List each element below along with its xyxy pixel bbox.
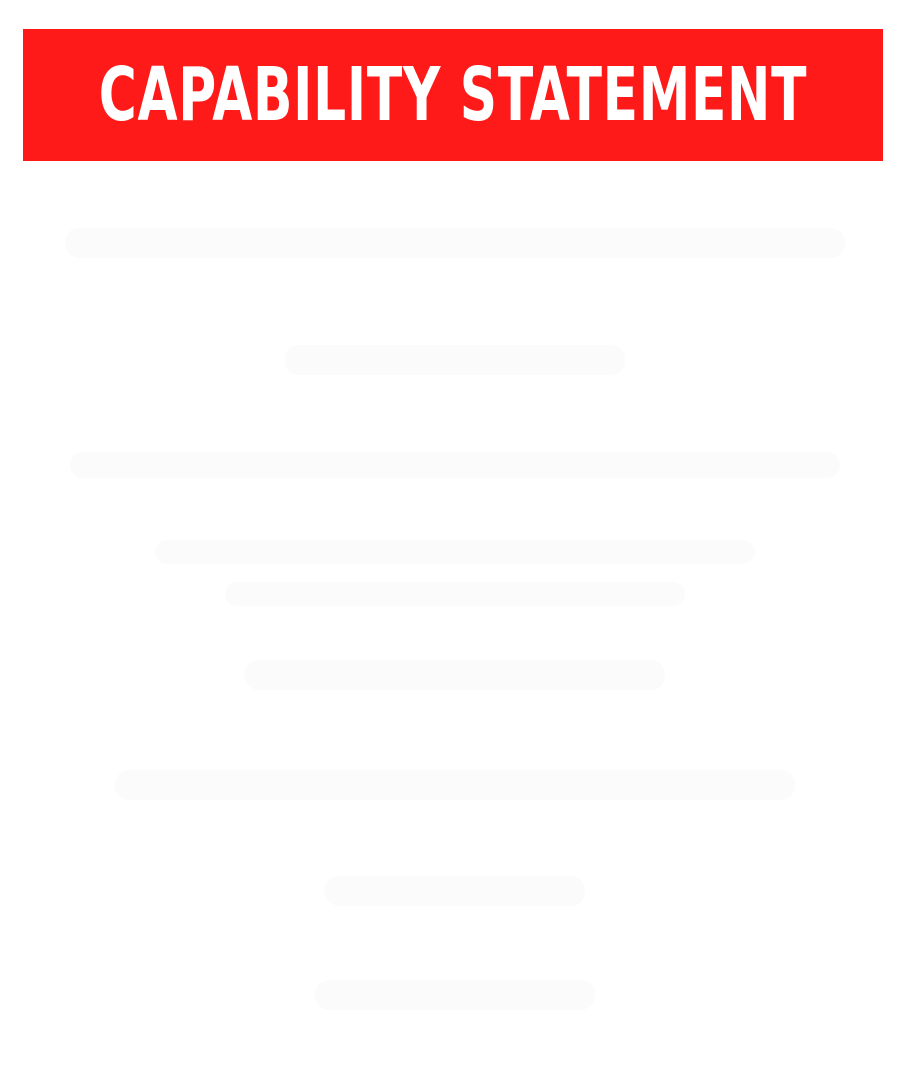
faint-line-3	[70, 452, 840, 478]
faint-line-7	[115, 770, 795, 800]
faint-line-5	[225, 582, 685, 606]
page-title: CAPABILITY STATEMENT	[98, 52, 808, 138]
faint-content-area	[0, 190, 909, 1060]
faint-line-2	[285, 345, 625, 375]
faint-line-9	[315, 980, 595, 1010]
faint-line-6	[245, 660, 665, 690]
faint-line-4	[155, 540, 755, 564]
title-banner	[23, 29, 883, 161]
faint-line-8	[325, 876, 585, 906]
faint-line-1	[65, 228, 845, 258]
